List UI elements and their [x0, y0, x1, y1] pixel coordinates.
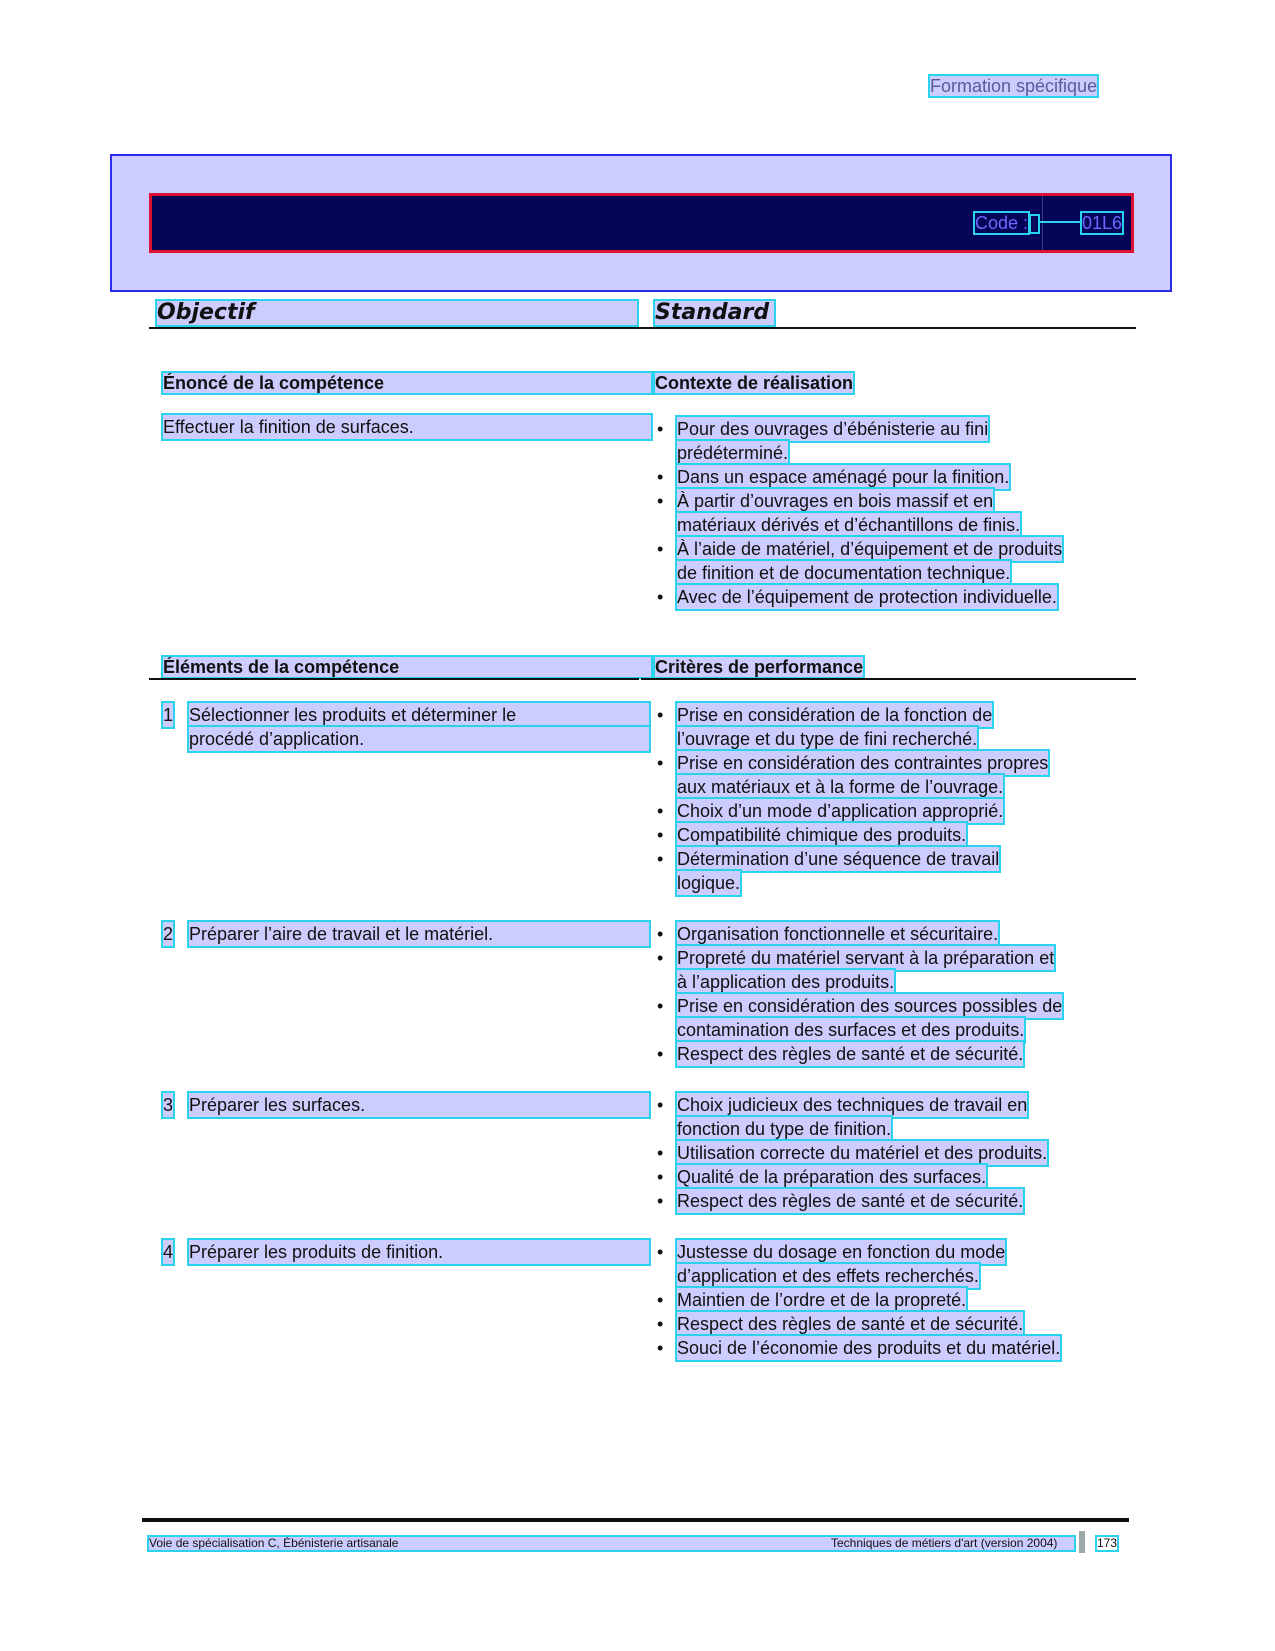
- standard-title: Standard: [655, 301, 774, 325]
- criterion-item: aux matériaux et à la forme de l’ouvrage.: [677, 777, 1004, 797]
- criterion-item: • Propreté du matériel servant à la préparation et: [677, 946, 1054, 970]
- criterion-item: • Détermination d’une séquence de travail: [677, 847, 999, 871]
- criterion-item: contamination des surfaces et des produits.: [677, 1020, 1025, 1040]
- code-label: Code :: [975, 213, 1029, 233]
- element-text: Préparer les produits de finition.: [189, 1240, 649, 1264]
- criterion-item: • Prise en considération de la fonction de: [677, 703, 992, 727]
- criterion-item: • Respect des règles de santé et de sécurité.: [677, 1042, 1023, 1066]
- criterion-item: • Choix d’un mode d’application approprié.: [677, 799, 1003, 823]
- program-label: Formation spécifique: [930, 76, 1098, 96]
- criterion-item: • Justesse du dosage en fonction du mode: [677, 1240, 1005, 1264]
- element-text: Sélectionner les produits et déterminer le: [189, 703, 649, 727]
- criterion-item: • Qualité de la préparation des surfaces.: [677, 1165, 986, 1189]
- criteres-rule: [641, 678, 1136, 680]
- criterion-item: • Utilisation correcte du matériel et des produits.: [677, 1141, 1047, 1165]
- contexte-item: • Avec de l’équipement de protection individuelle.: [677, 585, 1057, 609]
- contexte-heading: Contexte de réalisation: [655, 373, 854, 393]
- enonce-heading: Énoncé de la compétence: [163, 373, 651, 393]
- criterion-item: • Organisation fonctionnelle et sécuritaire.: [677, 922, 998, 946]
- code-value: 01L6: [1082, 213, 1123, 233]
- code-field-box: [1031, 216, 1038, 232]
- criterion-item: d’application et des effets recherchés.: [677, 1266, 979, 1286]
- footer-right-text: Techniques de métiers d'art (version 2004): [831, 1536, 1058, 1550]
- criterion-item: à l’application des produits.: [677, 972, 895, 992]
- enonce-text: Effectuer la finition de surfaces.: [163, 415, 651, 439]
- objectif-title: Objectif: [157, 301, 637, 325]
- page-number: 173: [1097, 1536, 1118, 1550]
- element-number: 2: [163, 924, 174, 944]
- criterion-item: fonction du type de finition.: [677, 1119, 892, 1139]
- element-number: 3: [163, 1095, 174, 1115]
- criteres-heading: Critères de performance: [655, 657, 864, 677]
- elements-heading: Éléments de la compétence: [163, 657, 651, 677]
- criterion-item: • Maintien de l’ordre et de la propreté.: [677, 1288, 966, 1312]
- contexte-item: prédéterminé.: [677, 443, 789, 463]
- element-text: Préparer l’aire de travail et le matériel.: [189, 922, 649, 946]
- code-underline: [1040, 221, 1082, 223]
- criterion-item: • Souci de l’économie des produits et du matériel.: [677, 1336, 1060, 1360]
- footer-rule: [142, 1518, 1129, 1522]
- criterion-item: • Prise en considération des contraintes propres: [677, 751, 1048, 775]
- criterion-item: logique.: [677, 873, 741, 893]
- element-number: 1: [163, 705, 174, 725]
- criterion-item: • Compatibilité chimique des produits.: [677, 823, 966, 847]
- footer-left-text: Voie de spécialisation C, Ébénisterie artisanale: [149, 1537, 1074, 1550]
- criterion-item: l’ouvrage et du type de fini recherché.: [677, 729, 978, 749]
- element-number: 4: [163, 1242, 174, 1262]
- footer-marker: [1079, 1531, 1085, 1553]
- contexte-item: • Pour des ouvrages d’ébénisterie au fini: [677, 417, 988, 441]
- criterion-item: • Choix judicieux des techniques de travail en: [677, 1093, 1027, 1117]
- contexte-item: • À partir d’ouvrages en bois massif et en: [677, 489, 993, 513]
- element-text: procédé d’application.: [189, 727, 649, 751]
- elements-rule: [149, 678, 639, 680]
- contexte-item: matériaux dérivés et d’échantillons de finis.: [677, 515, 1021, 535]
- title-divider: [149, 327, 1136, 329]
- criterion-item: • Prise en considération des sources possibles de: [677, 994, 1062, 1018]
- criterion-item: • Respect des règles de santé et de sécurité.: [677, 1312, 1023, 1336]
- element-text: Préparer les surfaces.: [189, 1093, 649, 1117]
- contexte-item: • À l’aide de matériel, d’équipement et de produits: [677, 537, 1062, 561]
- contexte-item: • Dans un espace aménagé pour la finition.: [677, 465, 1009, 489]
- contexte-item: de finition et de documentation technique.: [677, 563, 1011, 583]
- code-divider: [1042, 196, 1043, 250]
- criterion-item: • Respect des règles de santé et de sécurité.: [677, 1189, 1023, 1213]
